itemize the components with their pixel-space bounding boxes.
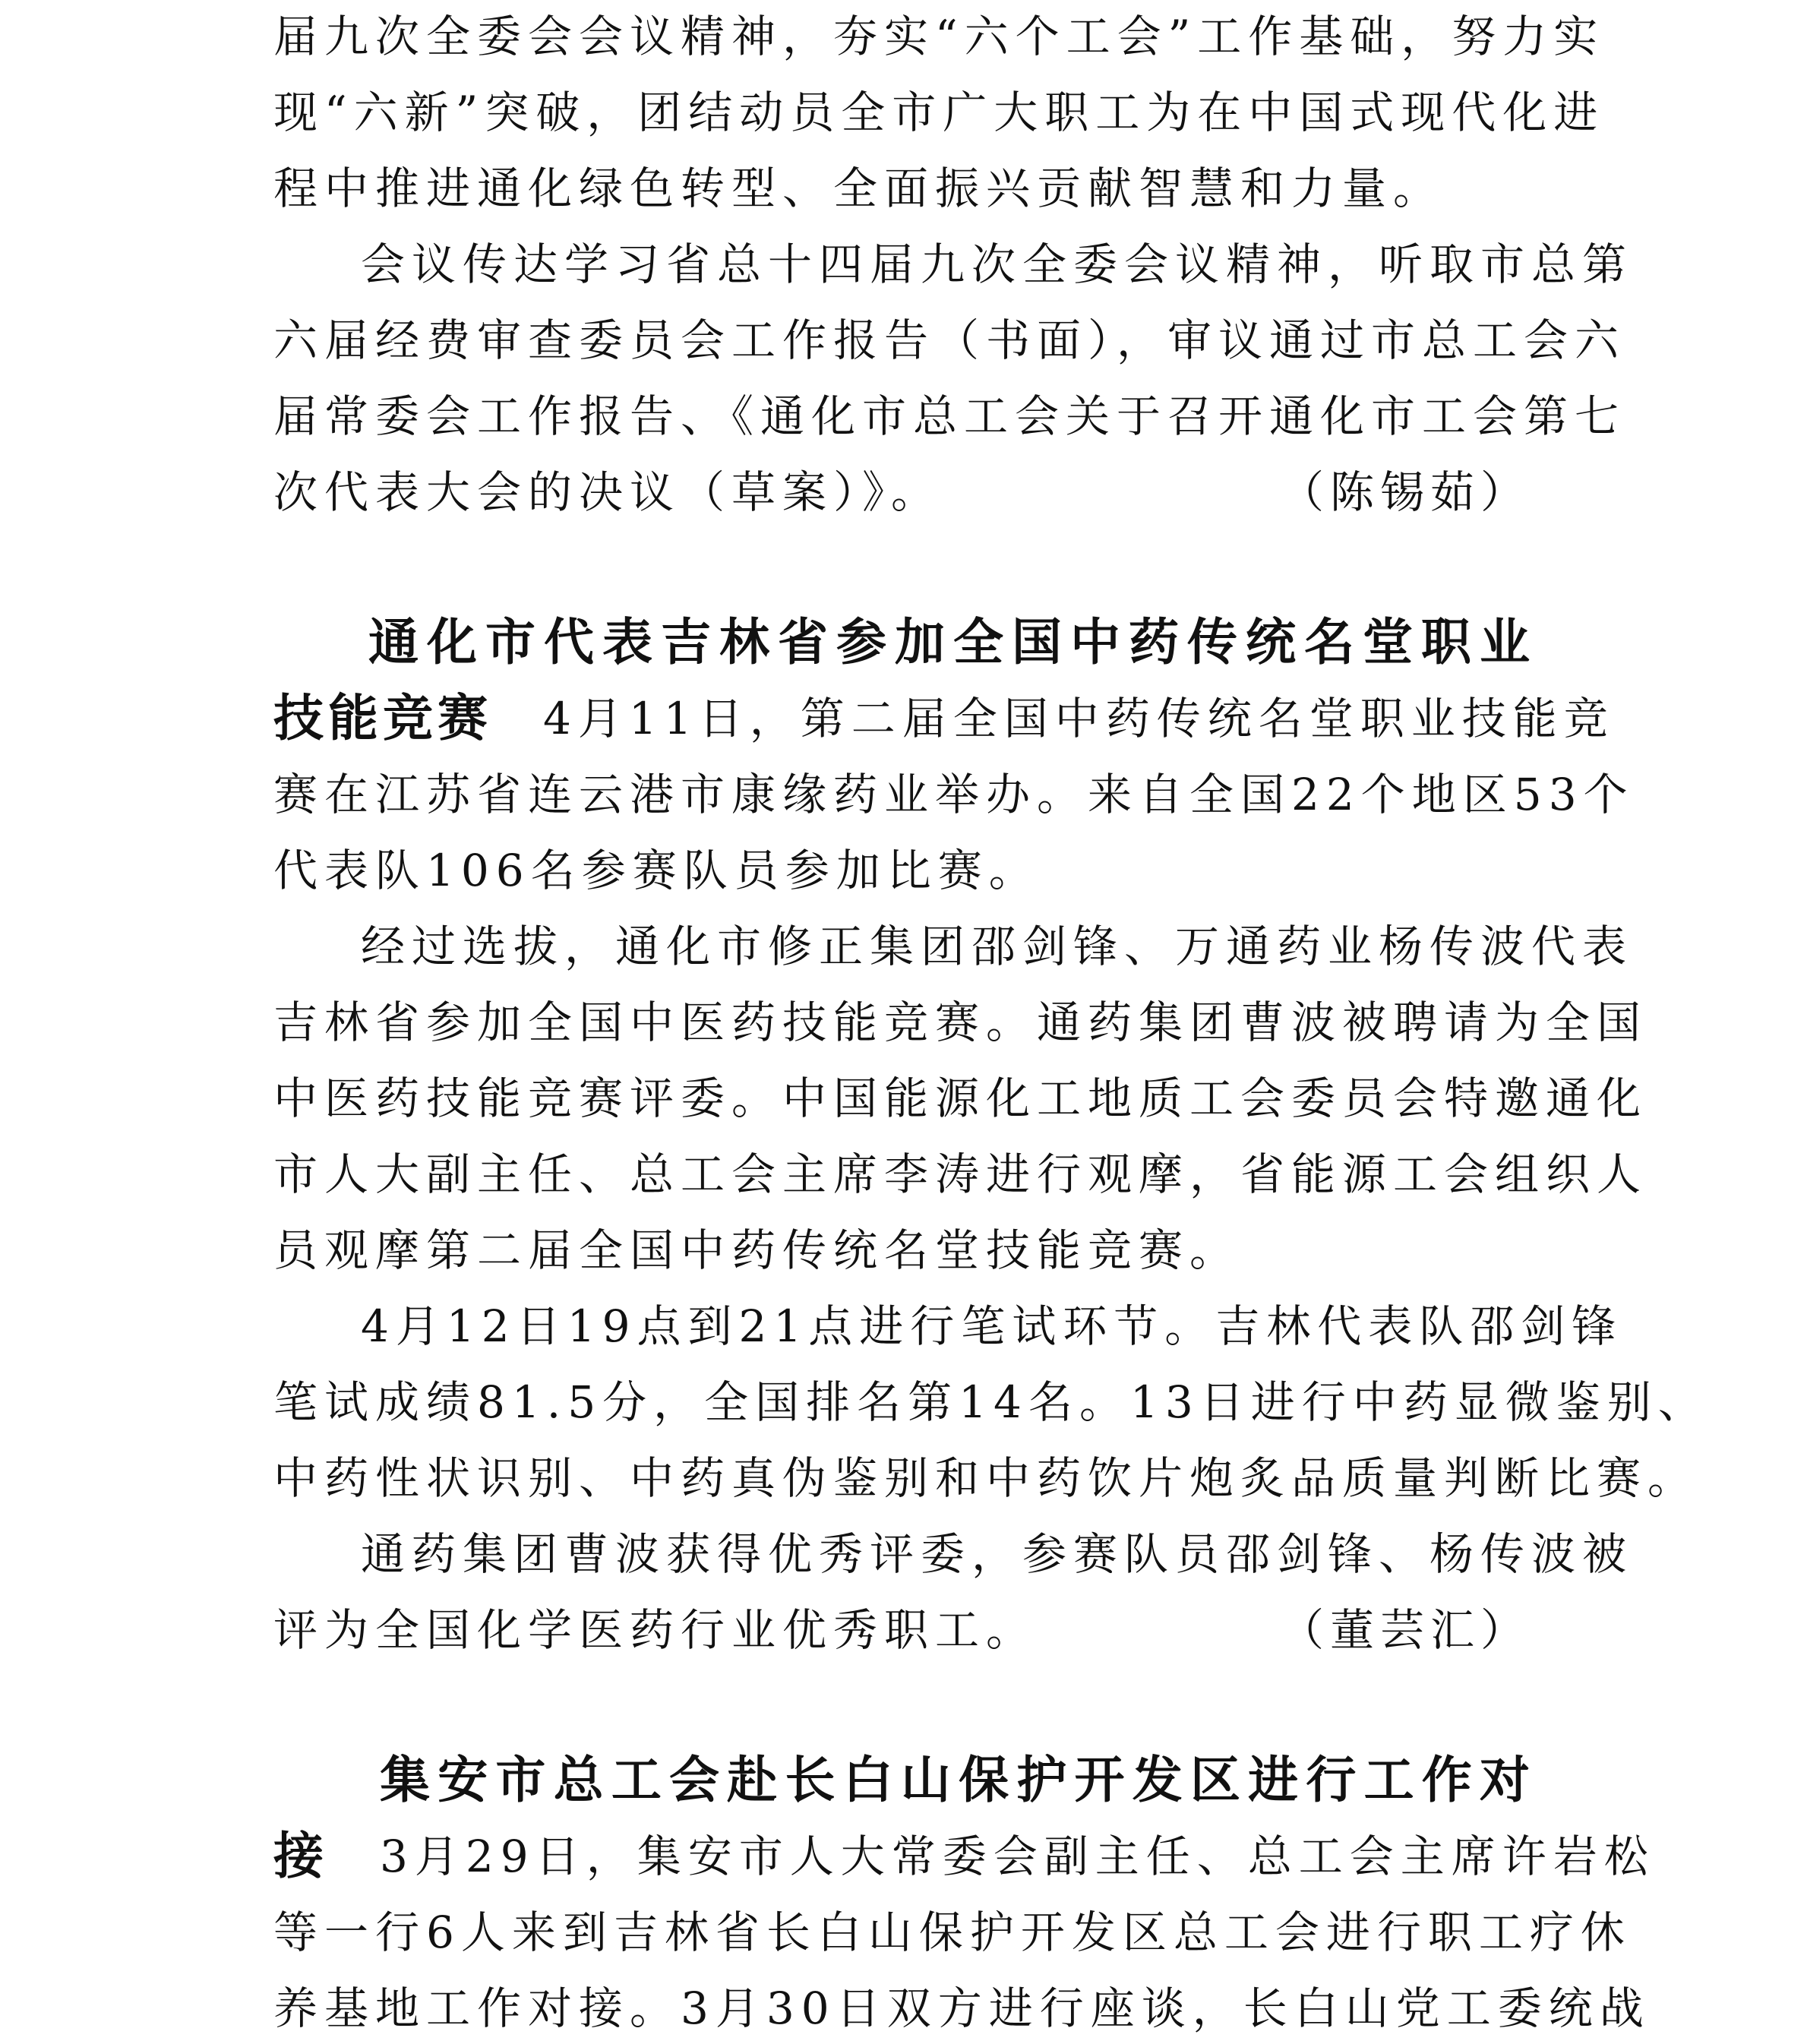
body-text-line: 程中推进通化绿色转型、全面振兴贡献智慧和力量。 bbox=[273, 163, 1445, 214]
body-text-line: 现“六新”突破，团结动员全市广大职工为在中国式现代化进 bbox=[273, 87, 1605, 138]
body-text-line: 中医药技能竞赛评委。中国能源化工地质工会委员会特邀通化 bbox=[273, 1073, 1648, 1124]
body-text-line: 评为全国化学医药行业优秀职工。 bbox=[273, 1604, 1038, 1656]
body-text-line: 通药集团曹波获得优秀评委，参赛队员邵剑锋、杨传波被 bbox=[361, 1528, 1634, 1580]
body-text-line: 届常委会工作报告、《通化市总工会关于召开通化市工会第七 bbox=[273, 390, 1626, 442]
body-text-line: 届九次全委会会议精神，夯实“六个工会”工作基础，努力实 bbox=[273, 11, 1605, 62]
body-text-line: 六届经费审查委员会工作报告（书面），审议通过市总工会六 bbox=[273, 314, 1626, 366]
body-text-line: 代表队106名参赛队员参加比赛。 bbox=[273, 845, 1040, 896]
body-text-line: 笔试成绩81.5分，全国排名第14名。13日进行中药显微鉴别、 bbox=[273, 1376, 1709, 1428]
body-text-line: 员观摩第二届全国中药传统名堂技能竞赛。 bbox=[273, 1224, 1241, 1276]
body-text-line: 中药性状识别、中药真伪鉴别和中药饮片炮炙品质量判断比赛。 bbox=[273, 1452, 1699, 1504]
body-text-line: 经过选拔，通化市修正集团邵剑锋、万通药业杨传波代表 bbox=[361, 921, 1634, 972]
article-title: 集安市总工会赴长白山保护开发区进行工作对 bbox=[380, 1751, 1534, 1809]
body-text-line: 4月11日，第二届全国中药传统名堂职业技能竞 bbox=[543, 693, 1615, 744]
body-text-line: 养基地工作对接。3月30日双方进行座谈，长白山党工委统战 bbox=[273, 1982, 1651, 2034]
body-text-line: 等一行6人来到吉林省长白山保护开发区总工会进行职工疗休 bbox=[273, 1907, 1632, 1958]
body-text-line: 吉林省参加全国中医药技能竞赛。通药集团曹波被聘请为全国 bbox=[273, 997, 1648, 1048]
body-text-line: 3月29日，集安市人大常委会副主任、总工会主席许岩松 bbox=[380, 1831, 1655, 1882]
article-title: 通化市代表吉林省参加全国中药传统名堂职业 bbox=[368, 613, 1534, 671]
body-text-line: 赛在江苏省连云港市康缘药业举办。来自全国22个地区53个 bbox=[273, 769, 1635, 820]
body-text-line: 会议传达学习省总十四届九次全委会议精神，听取市总第 bbox=[361, 239, 1634, 290]
author-credit: （陈锡茹） bbox=[1280, 466, 1531, 518]
author-credit: （董芸汇） bbox=[1280, 1604, 1531, 1656]
article-title: 技能竞赛 bbox=[273, 689, 492, 747]
body-text-line: 次代表大会的决议（草案）》。 bbox=[273, 466, 943, 518]
article-title: 接 bbox=[273, 1827, 328, 1885]
body-text-line: 4月12日19点到21点进行笔试环节。吉林代表队邵剑锋 bbox=[361, 1300, 1623, 1352]
body-text-line: 市人大副主任、总工会主席李涛进行观摩，省能源工会组织人 bbox=[273, 1148, 1648, 1200]
